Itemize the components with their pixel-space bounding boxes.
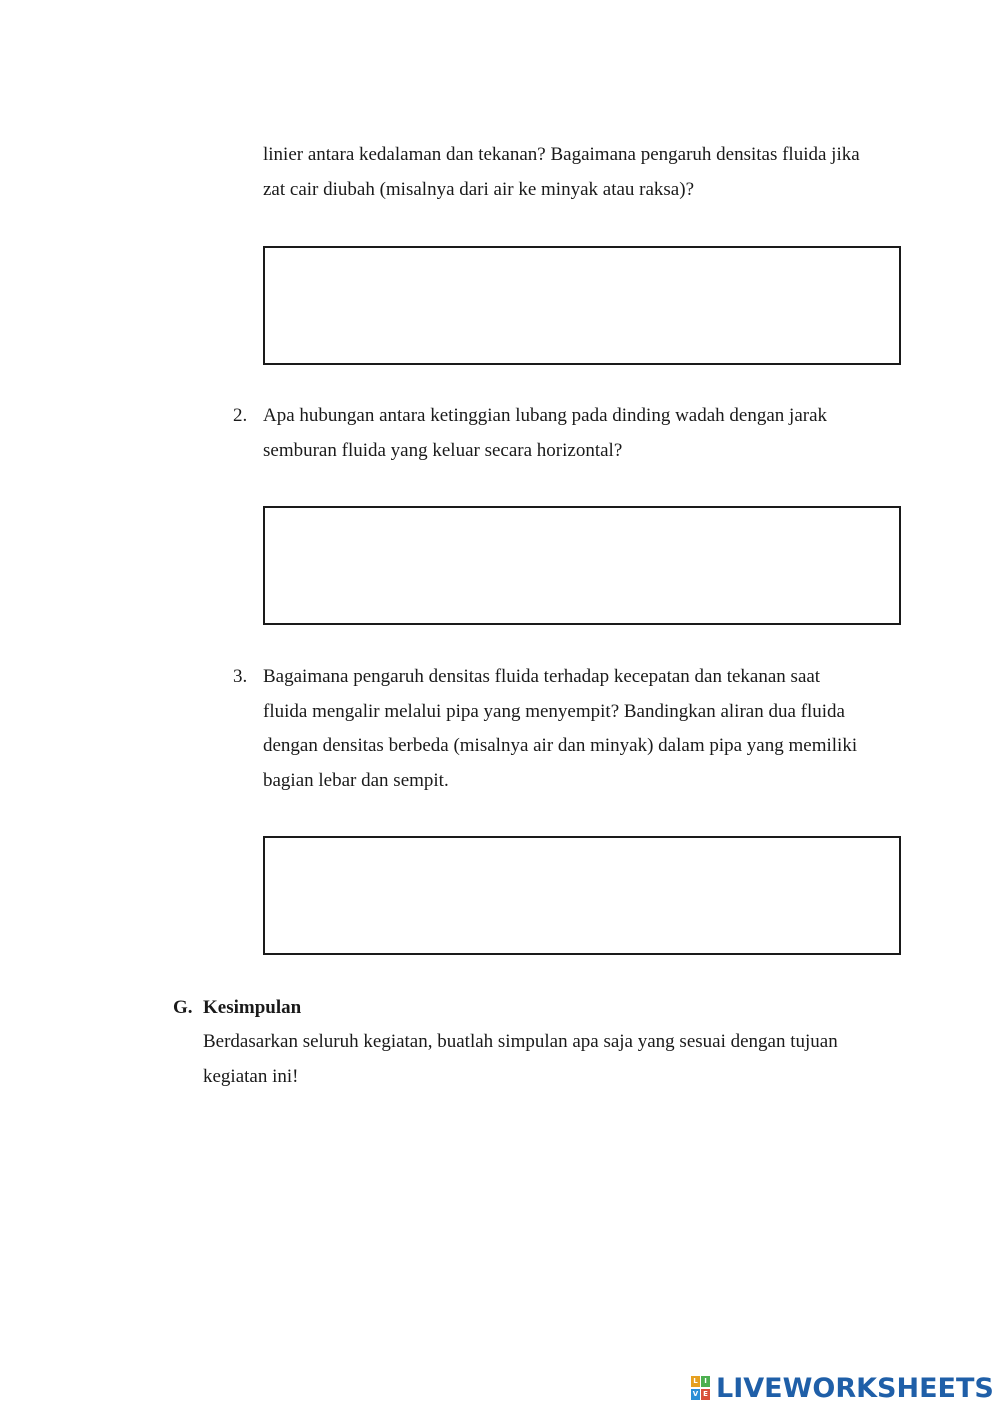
logo-mark-letter: E	[701, 1389, 710, 1400]
q1-line-1: linier antara kedalaman dan tekanan? Bagaimana pengaruh densitas fluida jika	[263, 144, 860, 165]
section-g-title: Kesimpulan	[203, 997, 302, 1018]
section-g-line-2: kegiatan ini!	[203, 1066, 299, 1087]
logo-mark-letter: L	[691, 1376, 700, 1387]
section-g-label: G.	[173, 997, 193, 1018]
q3-number: 3.	[233, 666, 248, 687]
logo-mark-letter: I	[701, 1376, 710, 1387]
liveworksheets-logo	[690, 1370, 994, 1406]
answer-box-3[interactable]	[263, 836, 901, 955]
q3-line-1: Bagaimana pengaruh densitas fluida terhadap kecepatan dan tekanan saat	[263, 666, 821, 687]
logo-mark-letter: V	[692, 1390, 699, 1398]
q2-line-2: semburan fluida yang keluar secara horizontal?	[263, 440, 623, 461]
section-g-line-1: Berdasarkan seluruh kegiatan, buatlah simpulan apa saja yang sesuai dengan tujuan	[203, 1031, 838, 1052]
q3-line-4: bagian lebar dan sempit.	[263, 770, 449, 791]
liveworksheets-logo-text: LIVEWORKSHEETS	[716, 1372, 994, 1404]
q2-line-1: Apa hubungan antara ketinggian lubang pada dinding wadah dengan jarak	[263, 405, 828, 426]
q1-line-2: zat cair diubah (misalnya dari air ke minyak atau raksa)?	[263, 179, 694, 200]
answer-box-1[interactable]	[263, 246, 901, 365]
q3-line-2: fluida mengalir melalui pipa yang menyempit? Bandingkan aliran dua fluida	[263, 701, 845, 722]
liveworksheets-logo-icon	[690, 1374, 712, 1402]
q3-line-3: dengan densitas berbeda (misalnya air dan minyak) dalam pipa yang memiliki	[263, 735, 858, 756]
q2-number: 2.	[233, 405, 248, 426]
answer-box-2[interactable]	[263, 506, 901, 625]
